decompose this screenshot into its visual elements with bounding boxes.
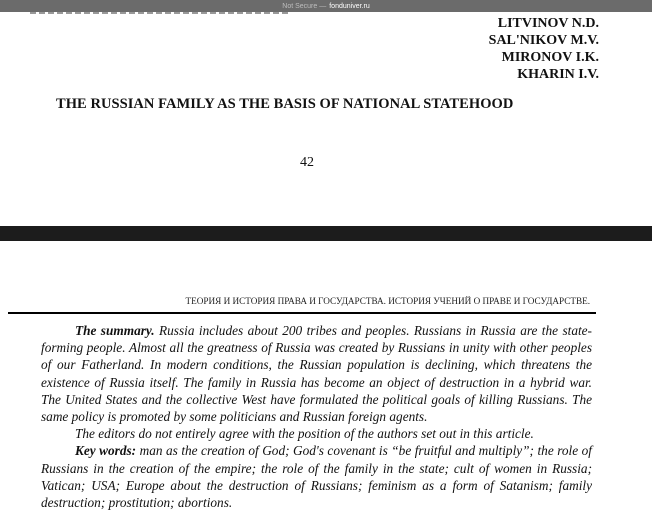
keywords-text: man as the creation of God; God's covenant is “be fruitful and multiply”; the role of Russians in the creation of the empire; the role of the family in the state; cult of women in Russia; Vatican; USA; Europe about the destruction of Russians; feminism as a form of Satanism; family destruction; prostitution; abortions. <box>41 443 592 511</box>
summary-text: Russia includes about 200 tribes and peoples. Russians in Russia are the state-forming people. Almost all the greatness of Russia was created by Russians in unity with other peoples of our Fatherland. In modern conditions, the Russian population is declining, which threatens the existence of Russia itself. The family in Russia has become an object of destruction in a hybrid war. The United States and the collective West have formulated the political goals of killing Russians. The same policy is promoted by some politicians and Russian foreign agents. <box>41 323 592 425</box>
keywords-paragraph <box>41 442 592 511</box>
author-list <box>489 15 599 83</box>
summary-label: The summary. <box>75 323 155 338</box>
article-title: THE RUSSIAN FAMILY AS THE BASIS OF NATIONAL STATEHOOD <box>56 96 514 112</box>
header-rule <box>8 312 596 314</box>
keywords-label: Key words: <box>75 443 137 459</box>
running-header: ТЕОРИЯ И ИСТОРИЯ ПРАВА И ГОСУДАРСТВА. ИСТОРИЯ УЧЕНИЙ О ПРАВЕ И ГОСУДАРСТВЕ. <box>185 296 590 306</box>
cropped-text-line <box>30 12 290 14</box>
abstract-block <box>41 322 592 511</box>
security-label: Not Secure — <box>282 2 327 10</box>
page-number: 42 <box>300 155 314 170</box>
page-separator <box>0 226 652 241</box>
author-name: MIRONOV I.K. <box>501 50 599 65</box>
author-name: KHARIN I.V. <box>517 67 599 82</box>
summary-paragraph <box>41 322 592 425</box>
browser-address-bar[interactable] <box>0 0 652 12</box>
url-text[interactable]: fonduniver.ru <box>329 2 370 10</box>
editors-note: The editors do not entirely agree with the position of the authors set out in this article. <box>75 426 534 442</box>
author-name: LITVINOV N.D. <box>497 16 599 31</box>
author-name: SAL'NIKOV M.V. <box>488 33 599 48</box>
